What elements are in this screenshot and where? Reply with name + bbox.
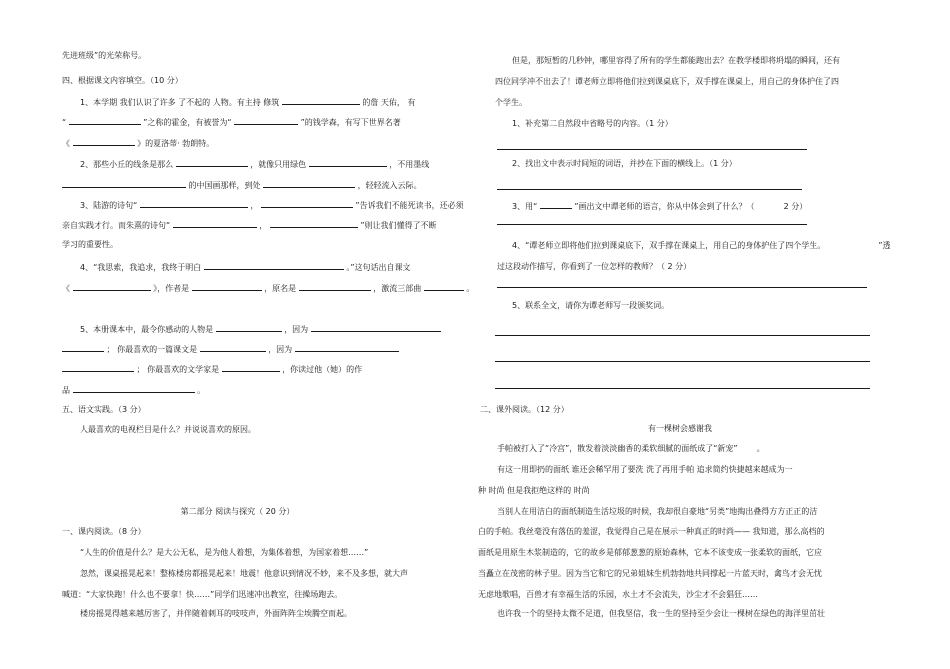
paragraph-line: 忽然，课桌摇晃起来！整栋楼房都摇晃起来！地震！他意识到情况不妙，来不及多想，就大声 [80,569,408,578]
question-line [62,383,205,394]
text: 4、“谭老师立即将他们拉到课桌底下，双手撑在课桌上，用自己的身体护住了四个学生。 [512,241,826,250]
answer-line[interactable] [495,388,870,389]
blank[interactable] [69,115,141,125]
blank[interactable] [295,342,399,352]
text: 手帕被打入了“冷宫”，散发着淡淡幽香的柔软细腻的面纸成了“新宠” [497,444,738,453]
blank[interactable] [261,198,353,208]
text: 2 分） [783,202,808,211]
paragraph-line: 面纸是用原生木浆制造的，它的故乡是郁郁葱葱的原始森林，它本不该变成一张柔软的面纸，它应 [478,548,822,557]
blank[interactable] [270,218,358,228]
answer-line[interactable] [495,335,870,336]
paragraph-line: 喊道：“大家快跑！什么也不要拿！快……”同学们迅速冲出教室，往操场跑去。 [62,590,343,599]
paragraph-line: 也许我一个的坚持太微不足道，但我坚信，我一生的坚持至少会让一棵树在绿色的海洋里茁壮 [497,609,825,618]
text: ，激流三部曲 [373,284,422,293]
question-line: 5、联系全文，请你为谭老师写一段颁奖词。 [512,301,670,310]
part-heading [0,506,475,517]
blank[interactable] [204,260,344,270]
blank[interactable] [176,157,248,167]
text: ，因为 [284,325,309,334]
question-line [62,281,474,292]
paragraph-line: 当矗立在茂密的林子里。因为当它和它的兄弟姐妹生机勃勃地共同撑起一片蓝天时，禽鸟才会无忧 [478,569,822,578]
text: 品 [62,386,70,395]
question-line: 过这段动作描写，你看到了一位怎样的教师？（ 2 分） [497,262,692,271]
section-heading: 一、课内阅读。（8 分） [62,527,146,536]
answer-line[interactable] [497,149,807,150]
question-line [62,115,401,126]
paragraph-line: 有这一用即扔的面纸 谁还会稀罕用了要洗 洗了再用手帕 追求简约快捷越来越成为一 [497,465,793,474]
paragraph-line: 当别人在用洁白的面纸制造生活垃圾的时候，我却很自豪地“另类”地掏出叠得方方正正的洁 [497,507,818,516]
paragraph-line: 学习的重要性。 [62,240,118,249]
text: 亲自实践才行。而朱熹的诗句“ [62,221,171,230]
blank[interactable] [311,322,441,332]
paragraph-line: 个学生。 [495,98,527,107]
text: ”告诉我们不能死读书，还必须 [355,201,464,210]
blank[interactable] [173,218,257,228]
blank[interactable] [234,115,298,125]
blank[interactable] [73,281,151,291]
text: 《 [62,284,70,293]
question-line [80,95,415,106]
blank[interactable] [282,95,360,105]
paragraph-line: 楼房摇晃得越来越厉害了，并伴随着刺耳的吱吱声，外面阵阵尘埃腾空而起。 [80,609,352,618]
blank[interactable] [216,322,282,332]
text: 。 [197,386,206,395]
text: ”画出文中谭老师的语言，你从中体会到了什么？（ [574,202,755,211]
text: 的中国画那样，到处 [188,181,261,190]
blank[interactable] [309,157,387,167]
essay-title-row [480,423,880,434]
question-line [62,218,437,229]
blank[interactable] [263,178,355,188]
text: ，原名是 [264,284,297,293]
paragraph-line [497,443,765,454]
answer-line[interactable] [495,361,870,362]
text: 。 [756,444,765,453]
blank[interactable] [299,281,371,291]
section-heading: 二、课外阅读。（12 分） [480,405,569,414]
question-line: 2、找出文中表示时间短的词语，并抄在下面的横线上。（1 分） [512,159,737,168]
blank[interactable] [73,383,195,393]
text: 你最喜欢的一篇课文是 [117,345,198,354]
question-line [512,240,890,251]
blank[interactable] [222,362,280,372]
part-title: 第二部分 阅读与探究（ 20 分） [180,507,295,516]
paragraph-line: “人生的价值是什么？是大公无私，是为他人着想，为集体着想，为国家着想……” [80,548,369,557]
question-line [62,136,214,147]
paragraph-line: 无虑地歌唱，百兽才有幸福生活的乐园，水土才不会流失，沙尘才不会猖狂…… [478,590,758,599]
blank[interactable] [62,178,186,188]
text: 3、用“ [512,202,538,211]
question-line [80,260,410,271]
text: 。”这句话出自课文 [346,263,411,272]
text: 的詹 天佑， 有 [362,98,416,107]
question-line [62,178,422,189]
text: ，就像只用绿色 [250,160,307,169]
text: ， [259,221,268,230]
blank[interactable] [140,198,248,208]
paragraph-line: 但是，那短暂的几秒钟，哪里容得了所有的学生都能跑出去？在教学楼即将坍塌的瞬间，还有 [512,56,840,65]
text: ； [136,365,145,374]
text: ，轻轻流入云际。 [357,181,422,190]
text: “ [62,118,67,127]
question-line: 人最喜欢的电视栏目是什么？并说说喜欢的原因。 [80,425,256,434]
text: ”之称的霍金，有被誉为“ [143,118,232,127]
paragraph-line: 四位同学冲不出去了！谭老师立即将他们拉到课桌底下，双手撑在课桌上，用自己的身体护住了四 [495,77,839,86]
question-line [80,322,441,333]
blank[interactable] [192,281,262,291]
text: ，不用墨线 [389,160,430,169]
text: ，因为 [268,345,293,354]
question-line [80,157,429,168]
blank[interactable] [200,342,266,352]
text: 5、本册课本中，最令你感动的人物是 [80,325,214,334]
paragraph-line: 种 时尚 但是我拒绝这样的 时尚 [478,486,590,495]
text: ， [250,201,259,210]
question-line [62,342,399,353]
text: 》的夏洛蒂· 勃朗特。 [137,139,215,148]
question-line: 1、补充第二自然段中省略号的内容。（1 分） [512,119,673,128]
blank[interactable] [62,342,104,352]
answer-line[interactable] [497,189,802,190]
text: 1、本学期 我们认识了许多 了不起的 人物。有主持 修筑 [80,98,280,107]
text: ”透 [878,241,891,250]
question-line [80,198,464,209]
essay-title: 有一棵树会感谢我 [648,424,712,433]
section-heading: 四、根据课文内容填空。（10 分） [62,76,183,85]
answer-line[interactable] [497,224,807,225]
text: 2、那些小丘的线条是那么 [80,160,174,169]
text: 3、陆游的诗句“ [80,201,138,210]
blank[interactable] [62,362,134,372]
text: ； [106,345,115,354]
text: 你最喜欢的文学家是 [147,365,220,374]
question-line [512,199,807,210]
blank[interactable] [73,136,135,146]
text: 。 [466,284,475,293]
text: ”则让我们懂得了不断 [360,221,437,230]
text: ，你读过他（她）的作 [282,365,363,374]
wavy-line-sample [540,199,572,209]
paragraph-line: 先进班级”的光荣称号。 [62,51,147,60]
paragraph-line: 白的手帕。我丝毫没有落伍的羞涩，我觉得自己是在展示一种真正的时尚—— 我知道，那么高档的 [478,527,825,536]
text: 《 [62,139,70,148]
section-heading: 五、语文实践。（3 分） [62,405,146,414]
text: 4、“我思索，我追求，我终于明白 [80,263,202,272]
text: 》，作者是 [153,284,190,293]
text: ”的钱学森，有写下世界名著 [300,118,401,127]
answer-line[interactable] [497,287,867,288]
question-line [62,362,362,373]
blank[interactable] [424,281,464,291]
